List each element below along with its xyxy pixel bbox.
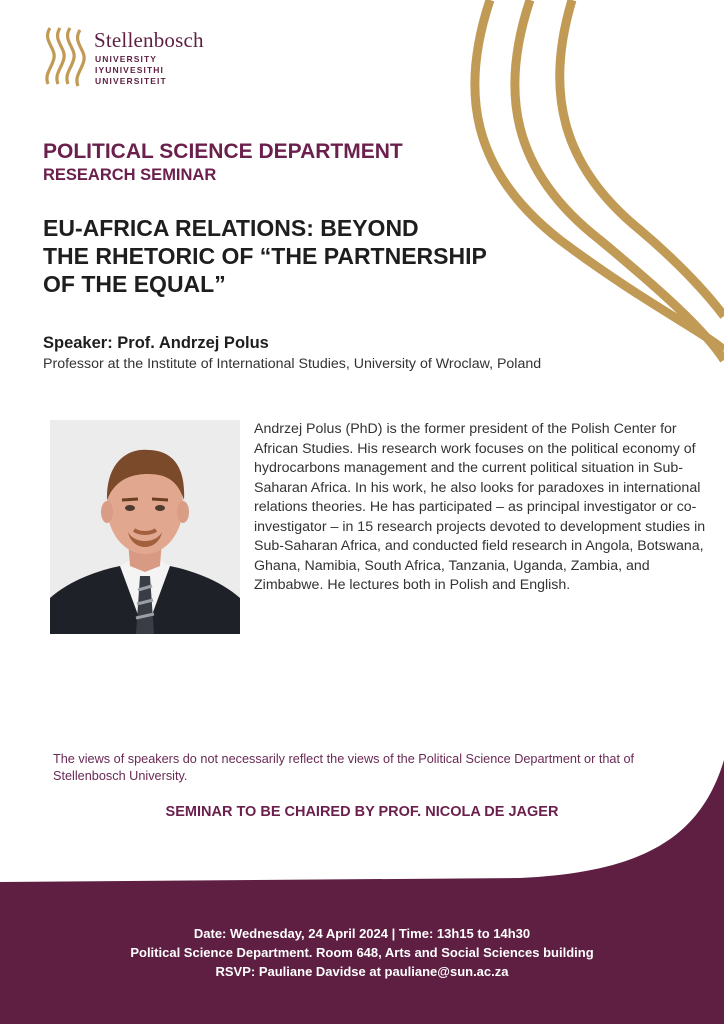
logo-name: Stellenbosch <box>94 28 204 52</box>
university-logo[interactable] <box>42 26 222 90</box>
gold-curve-2 <box>515 0 724 360</box>
series-heading: RESEARCH SEMINAR <box>43 166 217 184</box>
seminar-title <box>43 214 583 298</box>
venue-line: Political Science Department. Room 648, Arts and Social Sciences building <box>130 945 594 960</box>
speaker-name: Speaker: Prof. Andrzej Polus <box>43 334 269 352</box>
date-time-line: Date: Wednesday, 24 April 2024 | Time: 13h15 to 14h30 <box>193 926 531 941</box>
disclaimer: The views of speakers do not necessarily reflect the views of the Political Science Department or that of Stellenbosch University. <box>53 752 635 783</box>
event-details-footer <box>0 912 724 1024</box>
chair-notice: SEMINAR TO BE CHAIRED BY PROF. NICOLA DE JAGER <box>165 804 559 820</box>
title-line-1: EU-AFRICA RELATIONS: BEYOND <box>43 215 419 241</box>
speaker-affiliation: Professor at the Institute of International Studies, University of Wroclaw, Poland <box>43 356 542 372</box>
speaker-bio: Andrzej Polus (PhD) is the former president of the Polish Center for African Studies. His research work focuses on the political economy of hydrocarbons management and the current political situation in Sub-Saharan Africa. In his work, he also looks for paradoxes in international relations theories. He has participated – as principal investigator or co-investigator – in 15 research projects devoted to development studies in Sub-Saharan Africa, and conducted field research in Angola, Botswana, Ghana, Namibia, South Africa, Tanzania, Uganda, Zambia, and Zimbabwe. He lectures both in Polish and English. <box>254 421 706 593</box>
title-line-3: OF THE EQUAL” <box>43 271 226 297</box>
rsvp-line: RSVP: Pauliane Davidse at pauliane@sun.ac.za <box>215 964 509 979</box>
department-heading: POLITICAL SCIENCE DEPARTMENT <box>43 140 403 163</box>
gold-curve-3 <box>560 0 724 316</box>
speaker-portrait-icon <box>50 420 240 634</box>
logo-sub-line-3: UNIVERSITEIT <box>95 76 167 86</box>
speaker-photo <box>50 420 240 634</box>
stellenbosch-crest-icon <box>42 26 88 88</box>
logo-sub-line-1: UNIVERSITY <box>95 54 158 64</box>
title-line-2: THE RHETORIC OF “THE PARTNERSHIP <box>43 243 487 269</box>
logo-sub-line-2: IYUNIVESITHI <box>95 65 164 75</box>
